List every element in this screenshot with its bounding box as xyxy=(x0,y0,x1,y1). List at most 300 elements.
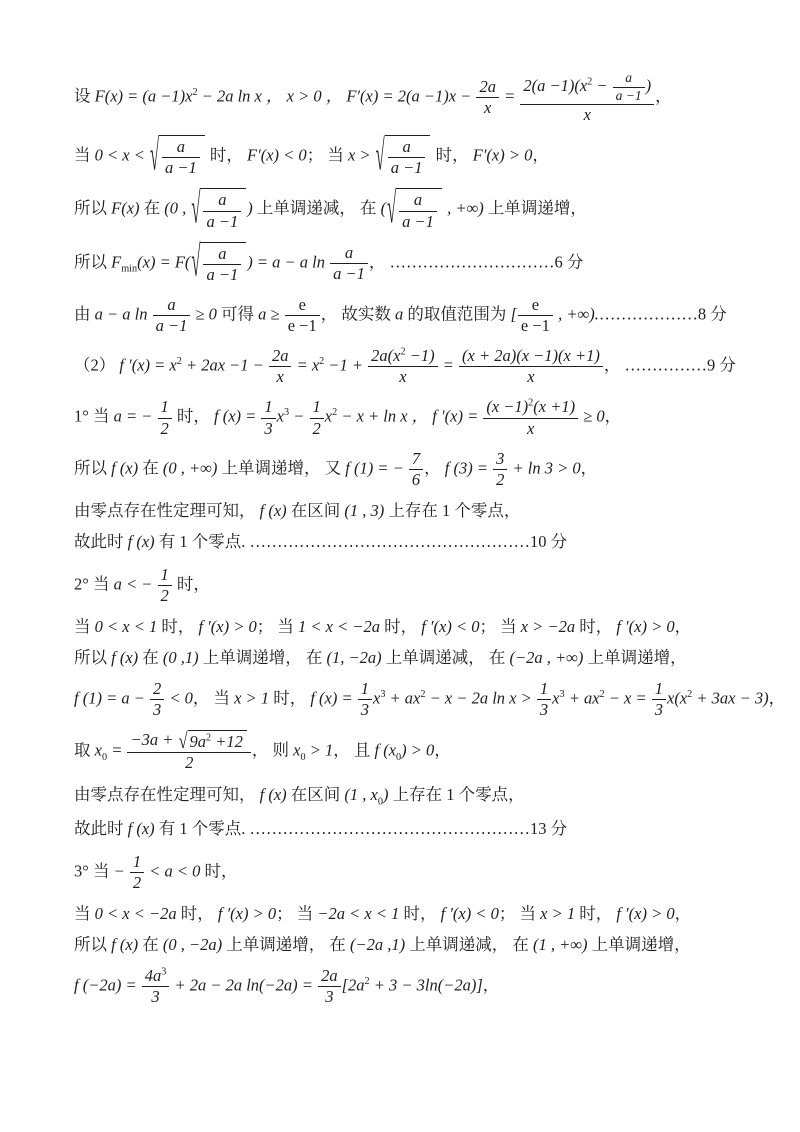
math-run: f (x) xyxy=(111,458,139,478)
subscript: 0 xyxy=(300,751,306,763)
text-run: 上单调递增， 又 xyxy=(217,458,346,478)
text-run: 时， xyxy=(431,145,473,165)
fraction xyxy=(268,346,293,387)
math-line xyxy=(74,784,744,809)
math-run: [2a xyxy=(341,975,365,995)
math-run: x(x xyxy=(667,688,688,708)
math-run: f (x) = xyxy=(214,406,261,426)
numerator xyxy=(127,727,250,754)
text-run: 可得 xyxy=(221,304,259,324)
fraction xyxy=(519,70,655,125)
math-run: x xyxy=(94,740,102,760)
math-run: F xyxy=(111,252,122,272)
math-run: (1, −2a) xyxy=(326,648,382,668)
math-run: 2 xyxy=(132,872,142,892)
math-run: a −1 xyxy=(615,87,642,103)
text-run: e xyxy=(298,294,306,314)
math-run: (−2a ,1) xyxy=(350,935,406,955)
fraction xyxy=(367,346,438,387)
math-run: f (1) = a − xyxy=(74,688,149,708)
math-run: = xyxy=(499,86,520,106)
text-run: 所以 xyxy=(74,648,112,668)
denominator xyxy=(203,212,241,232)
math-line xyxy=(74,397,744,438)
fraction xyxy=(475,77,500,118)
fraction xyxy=(157,397,173,438)
math-run: (x −1) xyxy=(486,397,529,417)
math-run: 1 xyxy=(312,397,321,417)
math-line xyxy=(74,727,744,773)
subscript: 0 xyxy=(396,751,402,763)
numerator xyxy=(459,346,603,367)
text-run: ， xyxy=(655,86,672,106)
text-run: 有 1 个零点. ……………………………………………13 分 xyxy=(154,819,568,839)
math-run: (0 , xyxy=(164,198,191,218)
math-run: x xyxy=(527,367,535,387)
math-run: a −1 xyxy=(390,158,423,178)
text-run: ， xyxy=(674,903,692,923)
text-run: 时， xyxy=(575,617,617,636)
denominator xyxy=(203,265,241,285)
math-run: 2a xyxy=(479,76,496,96)
math-run: − 2a ln x ， x > 0 ， F′(x) = 2(a −1)x − xyxy=(197,86,476,106)
superscript: 2 xyxy=(364,975,370,987)
superscript: 2 xyxy=(332,407,338,419)
superscript: 3 xyxy=(161,966,167,978)
math-run: 3 xyxy=(654,700,663,719)
text-run: 上单调递减， 在 xyxy=(405,935,534,955)
numerator xyxy=(158,397,172,418)
math-run: 2(a −1)(x xyxy=(523,75,588,95)
math-run: 7 xyxy=(411,448,421,468)
math-run: + 2ax −1 − xyxy=(181,355,268,375)
superscript: 2 xyxy=(587,76,593,88)
math-run: x xyxy=(372,688,381,708)
math-run: f (x) xyxy=(111,935,139,955)
fraction xyxy=(157,565,173,606)
denominator xyxy=(368,367,437,387)
math-line xyxy=(74,236,744,287)
math-run: x > xyxy=(347,145,375,165)
math-run: f (x) xyxy=(259,500,287,520)
superscript: 3 xyxy=(284,407,290,419)
radicand xyxy=(188,730,247,752)
math-run: a xyxy=(402,137,411,157)
text-run: （2） xyxy=(74,355,120,375)
denominator xyxy=(158,586,172,606)
numerator xyxy=(261,397,275,418)
denominator xyxy=(285,316,320,336)
numerator xyxy=(269,346,292,367)
numerator xyxy=(518,295,553,316)
math-run: a xyxy=(344,242,354,262)
text-run: 的取值范围为 xyxy=(403,304,511,324)
math-run: 2a xyxy=(321,965,338,985)
math-run: x xyxy=(583,105,591,124)
text-run: 由 xyxy=(74,304,95,324)
math-run: x xyxy=(293,740,301,760)
superscript: 3 xyxy=(380,688,386,700)
denominator xyxy=(520,105,654,125)
math-run: ( xyxy=(380,198,387,218)
math-run: a xyxy=(218,190,227,210)
math-line xyxy=(74,565,744,606)
text-run: ， xyxy=(580,458,598,478)
math-run: a xyxy=(625,70,633,85)
math-run: x xyxy=(276,367,284,387)
superscript: 2 xyxy=(420,688,426,700)
superscript: 2 xyxy=(687,688,693,700)
math-run: a xyxy=(218,243,227,263)
text-run: 时， xyxy=(176,903,218,923)
fraction xyxy=(408,449,424,490)
fraction xyxy=(329,243,369,284)
square-root xyxy=(191,183,246,233)
text-run: ， …………………………6 分 xyxy=(368,252,584,272)
radicand xyxy=(396,188,442,231)
text-run: 时， xyxy=(172,574,210,594)
math-run: , +∞) xyxy=(442,198,484,218)
numerator xyxy=(358,679,372,700)
math-run: a −1 xyxy=(333,263,365,283)
square-root xyxy=(149,129,205,180)
numerator xyxy=(330,243,368,264)
math-run: − x = xyxy=(604,688,651,708)
math-run: x > 1 xyxy=(540,903,576,923)
math-run: x > −2a xyxy=(520,617,576,636)
math-run: a xyxy=(395,304,404,324)
math-line xyxy=(74,934,744,955)
text-run: 上单调递增， xyxy=(583,648,687,668)
math-run: f (x) xyxy=(127,819,155,839)
math-run: ≥ 0 xyxy=(191,304,222,324)
text-run: 上单调递减， 在 xyxy=(252,198,381,218)
math-run: 2 xyxy=(160,585,169,605)
math-run: x xyxy=(399,367,407,387)
math-run: (1 , 3) xyxy=(344,500,385,520)
math-run: [ xyxy=(510,304,517,324)
math-line xyxy=(74,852,744,893)
denominator xyxy=(269,367,292,387)
text-run: 时， xyxy=(379,617,422,636)
text-run: ， xyxy=(674,617,692,636)
text-run: 故此时 xyxy=(74,532,128,552)
numerator xyxy=(493,449,507,470)
math-line xyxy=(74,70,744,125)
radical-sign-icon: √ xyxy=(375,129,385,180)
math-run: +12 xyxy=(211,732,243,752)
math-run: f (3) = xyxy=(444,458,493,478)
numerator xyxy=(388,137,426,158)
numerator xyxy=(318,966,341,987)
text-run: 3° 当 xyxy=(74,860,114,880)
math-run: 0 < x < 1 xyxy=(94,617,158,636)
math-run: f (1) = − xyxy=(345,458,408,478)
superscript: 2 xyxy=(599,688,605,700)
math-run: , +∞). xyxy=(553,304,599,324)
math-run: 6 xyxy=(411,469,421,489)
math-line xyxy=(74,346,744,387)
denominator xyxy=(162,158,200,178)
math-run: a −1 xyxy=(155,316,188,335)
math-run: 1 xyxy=(160,564,169,584)
math-run: a − a ln xyxy=(94,304,152,324)
text-run: ， xyxy=(532,145,549,165)
math-run: 1 < x < −2a xyxy=(297,617,380,636)
solution-lines xyxy=(74,70,786,1007)
square-root xyxy=(375,129,431,180)
text-run: 时， xyxy=(157,617,199,636)
math-run: 2a(x xyxy=(371,346,401,366)
math-run: a ≥ xyxy=(258,304,284,324)
math-run: ) = a − a ln xyxy=(247,252,330,272)
text-run: ； 当 xyxy=(498,903,541,923)
numerator xyxy=(162,137,200,158)
numerator xyxy=(368,346,437,367)
fraction xyxy=(317,966,342,1007)
text-run: 时， xyxy=(269,688,311,708)
superscript: 2 xyxy=(192,86,198,98)
denominator xyxy=(261,419,275,439)
text-run: 在区间 xyxy=(286,784,345,804)
text-run: 当 xyxy=(74,145,95,165)
text-run: ， xyxy=(424,458,445,478)
text-run: e xyxy=(531,294,540,314)
denominator xyxy=(158,419,172,439)
math-run: −3a + xyxy=(130,730,178,750)
numerator xyxy=(476,77,499,98)
math-run: ) xyxy=(382,784,389,804)
math-run: − xyxy=(113,860,129,880)
text-run: 时， xyxy=(205,145,248,165)
math-run: f ′(x) = x xyxy=(119,355,177,375)
math-run: a −1 xyxy=(165,158,197,178)
text-run: ， 当 xyxy=(192,688,235,708)
denominator xyxy=(399,212,437,232)
math-run: + ax xyxy=(385,688,421,708)
numerator xyxy=(409,449,423,470)
superscript: 2 xyxy=(319,356,325,368)
denominator xyxy=(142,987,170,1007)
numerator xyxy=(142,966,170,987)
math-run: 1 xyxy=(132,851,142,871)
math-run: (x) = F( xyxy=(137,252,191,272)
numerator xyxy=(483,397,578,418)
fraction xyxy=(149,679,165,720)
math-run: f (x) = xyxy=(310,688,357,708)
fraction xyxy=(284,295,321,336)
text-run: ， ……………9 分 xyxy=(603,355,736,375)
subscript: min xyxy=(121,263,138,275)
fraction xyxy=(458,346,604,387)
math-run: a = − xyxy=(113,406,157,426)
math-run: −1) xyxy=(405,346,435,366)
math-run: ) xyxy=(247,198,253,218)
text-run: ， xyxy=(482,975,500,995)
text-run: e −1 xyxy=(520,316,550,335)
text-run: ， 故实数 xyxy=(320,304,395,324)
fraction xyxy=(651,679,667,720)
fraction xyxy=(309,397,325,438)
text-run: 在 xyxy=(139,198,165,218)
radicand xyxy=(159,135,205,178)
numerator xyxy=(150,679,164,700)
text-run: ； 当 xyxy=(256,617,298,636)
math-run: + 3ax − 3) xyxy=(692,688,769,708)
numerator xyxy=(130,852,144,873)
radical-sign-icon: √ xyxy=(191,236,201,287)
numerator xyxy=(285,295,320,316)
numerator xyxy=(203,190,241,211)
text-run: 上单调递增， xyxy=(483,198,587,218)
text-run: 所以 xyxy=(74,935,112,955)
numerator xyxy=(310,397,324,418)
text-run: ， 则 xyxy=(251,740,294,760)
math-line xyxy=(74,678,786,720)
math-run: ) xyxy=(645,75,652,95)
math-run: 9a xyxy=(189,732,207,752)
denominator xyxy=(476,98,499,118)
math-run: x xyxy=(324,406,333,426)
math-run: a xyxy=(413,190,423,210)
math-run: + 3 − 3ln(−2a)] xyxy=(369,975,483,995)
math-run: x xyxy=(484,98,492,118)
math-run: − x − 2a ln x > xyxy=(425,688,536,708)
math-run: 0 < x < −2a xyxy=(94,903,177,923)
numerator xyxy=(399,190,437,211)
text-run: 时， xyxy=(399,903,441,923)
math-run: F(x) xyxy=(111,198,140,218)
text-run: ， xyxy=(434,740,451,760)
text-run: ； 当 xyxy=(276,903,318,923)
denominator xyxy=(459,367,603,387)
denominator xyxy=(130,873,144,893)
math-line xyxy=(74,903,744,924)
superscript: 2 xyxy=(206,732,212,744)
text-run: 1° 当 xyxy=(74,406,114,426)
math-run: 2 xyxy=(312,418,321,438)
math-run: f ′(x) > 0 xyxy=(217,903,277,923)
radical-sign-icon: √ xyxy=(387,183,397,233)
numerator xyxy=(613,70,645,88)
math-run: f ′(x) > 0 xyxy=(616,903,675,923)
math-run: a xyxy=(167,294,176,314)
math-run: < 0 xyxy=(165,688,193,708)
text-run: 由零点存在性定理可知， xyxy=(74,500,260,520)
math-line xyxy=(74,531,744,552)
denominator xyxy=(358,700,372,720)
fraction xyxy=(398,190,438,231)
denominator xyxy=(652,700,666,720)
math-run: 1 xyxy=(264,397,273,417)
denominator xyxy=(330,264,368,284)
math-run: 2 xyxy=(152,678,162,698)
text-run: 时， xyxy=(200,860,238,880)
fraction xyxy=(387,137,427,178)
math-run: 0 < x < xyxy=(94,145,149,165)
math-run: x xyxy=(276,406,284,426)
text-run: 在 xyxy=(138,458,163,478)
math-run: ) > 0 xyxy=(401,740,435,760)
math-run: −2a < x < 1 xyxy=(317,903,400,923)
subscript: 0 xyxy=(377,795,383,807)
math-run: −1 + xyxy=(324,355,368,375)
text-run: 上单调递增， 在 xyxy=(198,648,327,668)
math-run: F′(x) > 0 xyxy=(472,145,533,165)
fraction xyxy=(536,679,552,720)
text-run: 上存在 1 个零点， xyxy=(388,784,525,804)
text-run: e −1 xyxy=(287,316,317,335)
math-line xyxy=(74,500,744,521)
text-run: 所以 xyxy=(74,252,112,272)
text-run: 由零点存在性定理可知， xyxy=(74,784,260,804)
math-run: x xyxy=(552,688,560,708)
numerator xyxy=(158,565,172,586)
numerator xyxy=(520,70,654,105)
math-run: (1 , x xyxy=(344,784,378,804)
math-run: f (x) xyxy=(259,784,287,804)
text-run: 在区间 xyxy=(286,500,345,520)
superscript: 3 xyxy=(559,688,565,700)
denominator xyxy=(318,987,341,1007)
math-run: f (x xyxy=(374,740,397,760)
text-run: 取 xyxy=(74,740,95,760)
denominator xyxy=(483,419,578,439)
denominator xyxy=(388,158,426,178)
denominator xyxy=(537,700,551,720)
math-run: f (−2a) = xyxy=(74,975,141,995)
fraction xyxy=(202,244,242,285)
math-run: + ln 3 > 0 xyxy=(508,458,581,478)
text-run: 上单调递增， xyxy=(587,935,691,955)
superscript: 2 xyxy=(528,397,534,409)
math-run: (0 , +∞) xyxy=(162,458,218,478)
text-run: 所以 xyxy=(74,458,112,478)
math-run: = xyxy=(438,355,459,375)
math-run: 3 xyxy=(264,418,273,438)
math-run: 2 xyxy=(185,753,194,773)
square-root xyxy=(191,236,246,287)
fraction xyxy=(612,70,646,104)
math-line xyxy=(74,449,744,490)
math-line xyxy=(74,295,744,336)
text-run: 在 xyxy=(138,935,163,955)
math-run: a xyxy=(176,137,186,157)
text-run: ； 当 xyxy=(306,145,348,165)
text-run: 上单调递减， 在 xyxy=(381,648,510,668)
math-run: f ′(x) < 0 xyxy=(421,617,480,636)
radicand xyxy=(385,135,431,178)
text-run: 上存在 1 个零点， xyxy=(384,500,521,520)
math-run: (0 ,1) xyxy=(162,648,199,668)
text-run: 上单调递增， 在 xyxy=(222,935,351,955)
text-run: 2° 当 xyxy=(74,574,114,594)
text-run: 设 xyxy=(74,86,95,106)
math-run: = x xyxy=(292,355,320,375)
fraction xyxy=(126,727,251,773)
text-run: 故此时 xyxy=(74,819,128,839)
radical-sign-icon: √ xyxy=(191,183,201,233)
numerator xyxy=(153,295,191,316)
math-run: F(x) = (a −1)x xyxy=(94,86,193,106)
math-run: 3 xyxy=(151,986,160,1006)
math-line xyxy=(74,129,744,180)
text-run: 当 xyxy=(74,617,95,636)
math-run: ≥ 0 xyxy=(579,406,605,426)
fraction xyxy=(517,295,554,336)
radicand xyxy=(200,242,246,285)
denominator xyxy=(127,753,250,773)
